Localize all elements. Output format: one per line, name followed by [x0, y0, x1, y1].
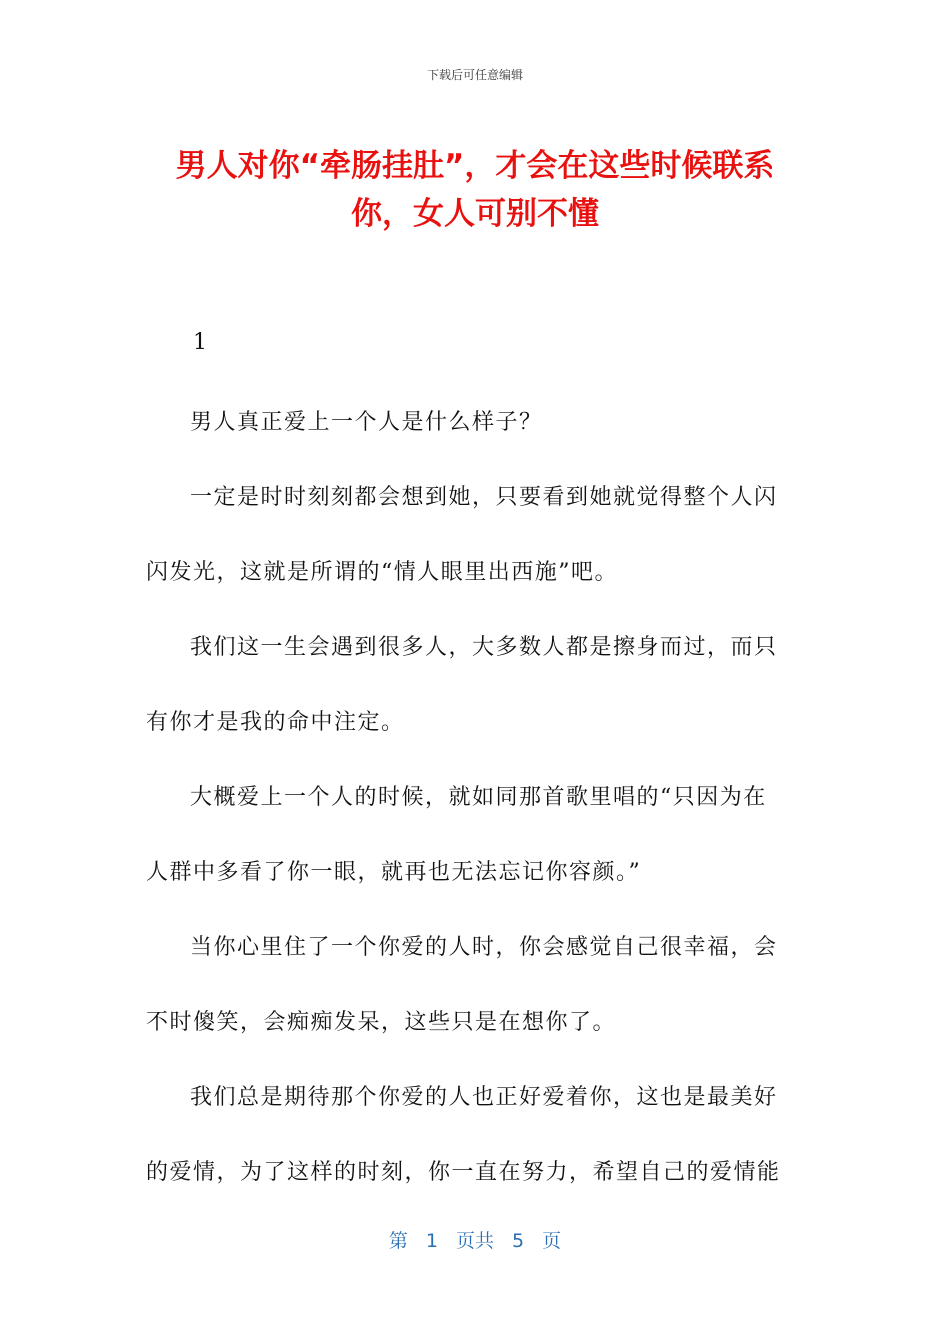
paragraph-line: 大概爱上一个人的时候，就如同那首歌里唱的“只因为在 — [190, 785, 767, 810]
paragraph-line: 的爱情，为了这样的时刻，你一直在努力，希望自己的爱情能 — [146, 1160, 781, 1185]
document-title: 男人对你“牵肠挂肚”，才会在这些时候联系你，女人可别不懂 — [175, 148, 775, 232]
header-note: 下载后可任意编辑 — [426, 68, 523, 82]
total-pages-number: 5 — [512, 1230, 525, 1252]
page-footer — [0, 1226, 950, 1253]
paragraph-line: 我们这一生会遇到很多人，大多数人都是擦身而过，而只 — [190, 635, 778, 660]
paragraph-line: 闪发光，这就是所谓的“情人眼里出西施”吧。 — [146, 560, 618, 585]
paragraph-line: 不时傻笑，会痴痴发呆，这些只是在想你了。 — [146, 1010, 617, 1035]
page-label-prefix: 第 — [388, 1230, 408, 1252]
paragraph-line: 一定是时时刻刻都会想到她，只要看到她就觉得整个人闪 — [190, 485, 778, 510]
paragraph-line: 有你才是我的命中注定。 — [146, 710, 405, 735]
paragraph-line: 男人真正爱上一个人是什么样子？ — [190, 410, 543, 435]
page-label-suffix: 页 — [542, 1230, 562, 1252]
section-number: 1 — [193, 330, 207, 355]
paragraph-3 — [146, 610, 791, 760]
paragraph-4 — [146, 760, 791, 910]
paragraph-5 — [146, 910, 791, 1060]
paragraph-line: 我们总是期待那个你爱的人也正好爱着你，这也是最美好 — [190, 1085, 778, 1110]
page-label-middle: 页共 — [455, 1230, 494, 1252]
paragraph-line: 当你心里住了一个你爱的人时，你会感觉自己很幸福，会 — [190, 935, 778, 960]
paragraph-1 — [146, 385, 791, 460]
current-page-number: 1 — [425, 1230, 438, 1252]
paragraph-2 — [146, 460, 791, 610]
paragraph-6 — [146, 1060, 791, 1210]
paragraph-line: 人群中多看了你一眼，就再也无法忘记你容颜。” — [146, 860, 642, 885]
article-body — [146, 385, 791, 1210]
